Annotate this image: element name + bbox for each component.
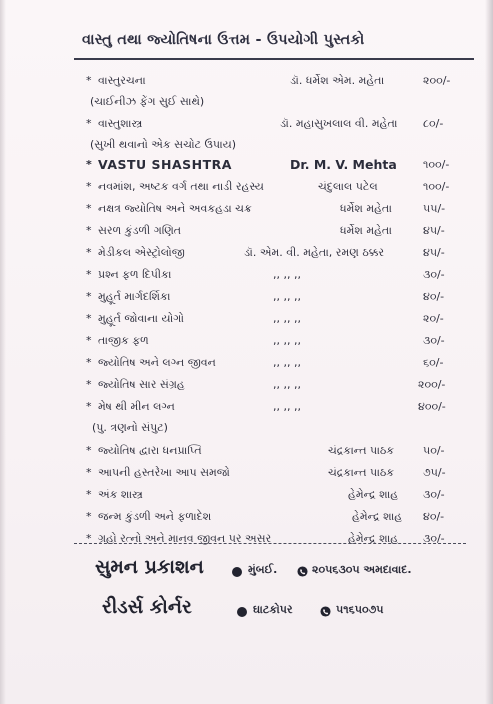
book-price: ૨૦૦/- (423, 74, 451, 87)
book-title: જ્યોતિષ સાર સંગ્રહ (98, 378, 185, 391)
book-row (0, 176, 493, 197)
book-price: ૬૦/- (423, 356, 444, 369)
book-row (0, 198, 493, 219)
book-row (0, 242, 493, 263)
book-author: ડૉ. ધર્મેશ એમ. મહેતા (290, 74, 385, 87)
book-row (0, 528, 493, 549)
book-title: જન્મ કુંડળી અને ફળાદેશ (98, 510, 212, 523)
book-price: ૩૦/- (423, 334, 445, 347)
book-price: ૪૫/- (423, 224, 445, 237)
book-title: અંક શાસ્ત્ર (98, 488, 143, 501)
book-subtitle: (સુખી થવાનો એક સચોટ ઉપાય) (90, 138, 236, 151)
bullet: * (86, 356, 92, 369)
book-price: ૧૦૦/- (423, 180, 450, 193)
publisher-name: સુમન પ્રકાશન (95, 556, 204, 578)
book-price: ૪૦/- (423, 510, 445, 523)
book-title: VASTU SHASHTRA (98, 157, 232, 172)
book-price: ૫૫/- (423, 202, 446, 215)
book-price: ૭૫/- (423, 466, 446, 479)
book-author: હેમેન્દ્ર શાહ (352, 510, 403, 523)
ditto-marks: ,, ,, ,, (273, 334, 301, 347)
book-row (0, 352, 493, 373)
book-author: ધર્મેશ મહેતા (340, 224, 392, 237)
book-row (0, 462, 493, 483)
bullet: * (86, 510, 92, 523)
book-author: ડૉ. મહાસુખલાલ વી. મહેતા (280, 117, 398, 130)
book-price: ૩૦/- (423, 488, 445, 501)
book-price: ૩૦/- (423, 532, 445, 545)
publisher-phone: ૨૦૫૬૩૦૫ અમદાવાદ. (312, 563, 412, 576)
book-author: Dr. M. V. Mehta (290, 157, 397, 172)
ditto-marks: ,, ,, ,, (273, 312, 301, 325)
ditto-marks: ,, ,, ,, (273, 356, 301, 369)
book-title: તાજીક ફળ (98, 334, 149, 347)
phone-icon (320, 606, 331, 617)
book-subtitle: (પુ. ત્રણનો સંપુટ) (92, 421, 168, 434)
book-author: ડૉ. એમ. વી. મહેતા, રમણ ઠક્કર (244, 246, 385, 259)
book-price: ૨૦૦/- (418, 378, 446, 391)
ditto-marks: ,, ,, ,, (273, 378, 301, 391)
book-price: ૪૦૦/- (418, 400, 446, 413)
page-title: વાસ્તુ તથા જ્યોતિષના ઉત્તમ - ઉપયોગી પુસ્તકો (82, 32, 365, 48)
phone-icon (297, 566, 308, 577)
ditto-marks: ,, ,, ,, (273, 290, 301, 303)
bullet-dot-icon (237, 607, 247, 617)
book-title: જ્યોતિષ અને લગ્ન જીવન (98, 356, 216, 369)
reader-corner-area: ઘાટકોપર (253, 603, 293, 616)
bullet: * (86, 224, 92, 237)
book-row (0, 264, 493, 285)
bullet: * (86, 400, 92, 413)
book-author: હેમેન્દ્ર શાહ (348, 488, 399, 501)
book-title: જ્યોતિષ દ્વારા ધનપ્રાપ્તિ (98, 444, 202, 457)
book-title: નક્ષત્ર જ્યોતિષ અને અવકહડા ચક્ર (98, 202, 252, 215)
book-row-subtitle (0, 417, 493, 438)
footer-divider (74, 543, 466, 544)
book-author: ધર્મેશ મહેતા (340, 202, 392, 215)
book-subtitle: (ચાઈનીઝ ફેંગ સુઈ સાથે) (90, 95, 205, 108)
book-row (0, 154, 493, 175)
bullet-dot-icon (232, 567, 242, 577)
book-title: પ્રશ્ન ફળ દિપીકા (98, 268, 172, 281)
bullet: * (86, 312, 92, 325)
book-row (0, 330, 493, 351)
bullet: * (86, 180, 92, 193)
book-title: મુહૂર્ત જોવાના યોગો (98, 312, 185, 325)
book-row (0, 374, 493, 395)
book-price: ૪૫/- (423, 246, 445, 259)
book-price: ૧૦૦/- (423, 158, 450, 171)
ditto-marks: ,, ,, ,, (273, 400, 301, 413)
bullet: * (86, 378, 92, 391)
bullet: * (86, 202, 92, 215)
book-title: વાસ્તુશાસ્ત્ર (98, 117, 143, 130)
reader-corner-name: રીડર્સ કોર્નર (102, 596, 192, 618)
book-title: ગ્રહો રત્નો અને માનવ જીવન પર અસર (98, 532, 272, 545)
bullet: * (86, 466, 92, 479)
publisher-city: મુંબઈ. (248, 563, 278, 576)
bullet: * (86, 158, 92, 171)
bullet: * (86, 268, 92, 281)
bullet: * (86, 444, 92, 457)
book-title: વાસ્તુરચના (98, 74, 146, 87)
book-author: ચંદુલાલ પટેલ (318, 180, 378, 193)
book-row-subtitle (0, 91, 493, 112)
ditto-marks: ,, ,, ,, (273, 268, 301, 281)
book-title: મેષ થી મીન લગ્ન (98, 400, 175, 413)
book-row (0, 70, 493, 91)
reader-corner-phone: ૫૧૬૫૦૭૫ (336, 603, 384, 616)
bullet: * (86, 334, 92, 347)
book-title: સરળ કુંડળી ગણિત (98, 224, 182, 237)
book-title: નવમાંશ, અષ્ટક વર્ગ તથા નાડી રહસ્ય (98, 180, 264, 193)
book-title: મુહૂર્ત માર્ગદર્શિકા (98, 290, 171, 303)
book-title: મેડીકલ એસ્ટ્રોલોજી (98, 246, 185, 259)
bullet: * (86, 532, 92, 545)
bullet: * (86, 74, 92, 87)
book-price: ૨૦/- (423, 312, 444, 325)
book-author: ચંદ્રકાન્ત પાઠક (328, 444, 395, 457)
book-author: ચંદ્રકાન્ત પાઠક (328, 466, 395, 479)
book-price: ૪૦/- (423, 290, 445, 303)
book-row (0, 506, 493, 527)
book-row (0, 484, 493, 505)
book-row (0, 396, 493, 417)
book-price: ૫૦/- (423, 444, 445, 457)
book-row (0, 440, 493, 461)
bullet: * (86, 488, 92, 501)
title-underline (74, 58, 474, 60)
bullet: * (86, 246, 92, 259)
book-title: આપની હસ્તરેખા આપ સમજો (98, 466, 230, 479)
book-author: હેમેન્દ્ર શાહ (348, 532, 399, 545)
book-row (0, 308, 493, 329)
book-row (0, 220, 493, 241)
bullet: * (86, 117, 92, 130)
book-row (0, 286, 493, 307)
book-row-subtitle (0, 134, 493, 155)
bullet: * (86, 290, 92, 303)
book-price: ૮૦/- (423, 117, 444, 130)
book-price: ૩૦/- (423, 268, 445, 281)
book-row (0, 113, 493, 134)
